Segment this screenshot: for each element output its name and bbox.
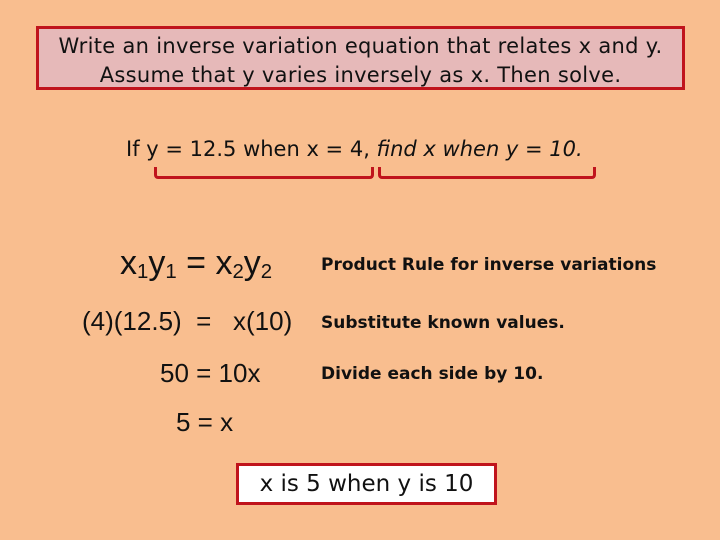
problem-statement	[126, 137, 583, 161]
title-line-1: Write an inverse variation equation that relates x and y.	[58, 34, 663, 58]
bracket-find	[378, 167, 596, 179]
problem-find: find x when y = 10.	[369, 137, 583, 161]
note-substitute: Substitute known values.	[321, 313, 565, 333]
answer-box: x is 5 when y is 10	[236, 463, 497, 505]
title-line-2: Assume that y varies inversely as x. Then solve.	[99, 63, 622, 87]
product-rule-equation: $x_1y_1 = x_2y_2$	[120, 244, 273, 284]
problem-given: If y = 12.5 when x = 4,	[126, 137, 370, 161]
result-equation: 5 = x	[176, 407, 234, 437]
bracket-given	[154, 167, 374, 179]
note-divide: Divide each side by 10.	[321, 364, 544, 384]
divide-equation: 50 = 10x	[160, 358, 261, 388]
note-product-rule: Product Rule for inverse variations	[321, 255, 657, 275]
title-box	[36, 26, 685, 90]
substitute-equation: (4)(12.5) = x(10)	[82, 306, 293, 336]
